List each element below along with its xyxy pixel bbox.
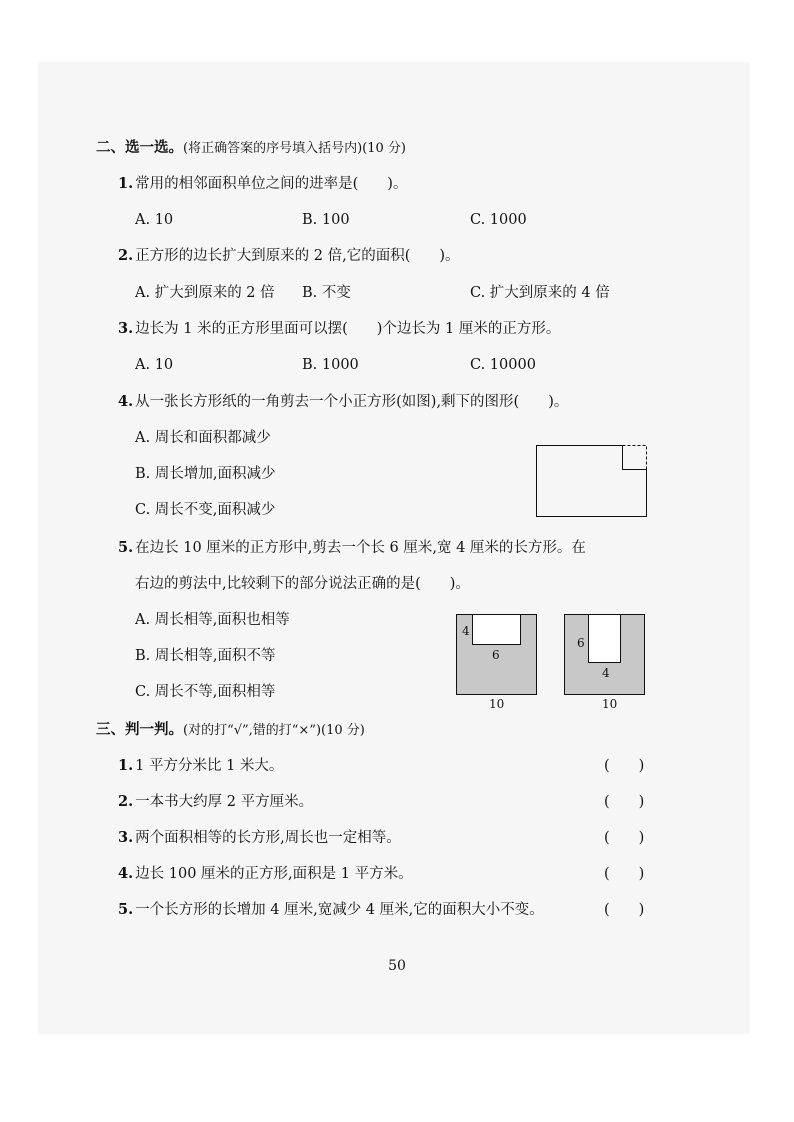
q3-option-b: B. 1000 [302, 357, 359, 373]
judge-item-5 [118, 900, 544, 920]
section-2-title: 二、选一选。 [96, 139, 183, 156]
square-cut-figure-left [456, 614, 538, 714]
question-number: 1. [118, 175, 134, 192]
square-cut-figure-right [564, 614, 646, 714]
answer-parentheses-5[interactable]: ( ) [604, 902, 645, 918]
cut-corner-rectangle-figure [536, 445, 651, 517]
item-text: 一本书大约厚 2 平方厘米。 [135, 794, 314, 810]
mc-question-2 [118, 246, 460, 266]
item-text: 一个长方形的长增加 4 厘米,宽减少 4 厘米,它的面积大小不变。 [135, 902, 544, 918]
judge-item-1 [118, 756, 283, 776]
remaining-shape-outline [537, 446, 647, 517]
question-number: 3. [118, 320, 134, 337]
cut-square-dashed-outline [623, 446, 647, 470]
q4-option-a: A. 周长和面积都减少 [135, 430, 271, 446]
q2-option-a: A. 扩大到原来的 2 倍 [135, 285, 275, 301]
item-text: 边长 100 厘米的正方形,面积是 1 平方米。 [135, 866, 413, 882]
q5-option-a: A. 周长相等,面积也相等 [135, 612, 290, 628]
q1-option-b: B. 100 [302, 212, 350, 228]
cut-rectangle [589, 615, 621, 663]
page-number: 50 [388, 958, 406, 974]
mc-question-3 [118, 319, 560, 339]
question-number: 5. [118, 539, 134, 556]
mc-question-5 [118, 538, 586, 558]
q1-option-c: C. 1000 [470, 212, 527, 228]
item-number: 1. [118, 757, 134, 774]
mc-question-1 [118, 174, 407, 194]
question-number: 2. [118, 247, 134, 264]
inner-label: 4 [602, 666, 610, 680]
section-3-note: (对的打“√”,错的打“×”)(10 分) [183, 723, 365, 738]
question-text: 常用的相邻面积单位之间的进率是( )。 [135, 176, 408, 192]
question-text: 从一张长方形纸的一角剪去一个小正方形(如图),剩下的图形( )。 [135, 394, 569, 410]
item-number: 2. [118, 793, 134, 810]
q2-option-c: C. 扩大到原来的 4 倍 [470, 285, 610, 301]
bottom-label: 10 [602, 697, 618, 711]
answer-parentheses-1[interactable]: ( ) [604, 758, 645, 774]
item-number: 5. [118, 901, 134, 918]
q5-option-b: B. 周长相等,面积不等 [135, 648, 276, 664]
q2-option-b: B. 不变 [302, 285, 351, 301]
answer-parentheses-2[interactable]: ( ) [604, 794, 645, 810]
q4-option-c: C. 周长不变,面积减少 [135, 502, 276, 518]
item-number: 4. [118, 865, 134, 882]
mc-question-4 [118, 392, 568, 412]
question-text: 在边长 10 厘米的正方形中,剪去一个长 6 厘米,宽 4 厘米的长方形。在 [135, 540, 586, 556]
section-3-title: 三、判一判。 [96, 721, 183, 738]
item-text: 1 平方分米比 1 米大。 [135, 758, 284, 774]
question-number: 4. [118, 393, 134, 410]
answer-parentheses-4[interactable]: ( ) [604, 866, 645, 882]
item-text: 两个面积相等的长方形,周长也一定相等。 [135, 830, 401, 846]
side-label: 4 [462, 624, 470, 638]
section-2-heading [96, 138, 406, 159]
section-3-heading [96, 720, 365, 741]
answer-parentheses-3[interactable]: ( ) [604, 830, 645, 846]
judge-item-2 [118, 792, 313, 812]
inner-label: 6 [492, 648, 500, 662]
q5-option-c: C. 周长不等,面积相等 [135, 684, 276, 700]
side-label: 6 [577, 636, 585, 650]
cut-rectangle [473, 615, 521, 645]
item-number: 3. [118, 829, 134, 846]
q3-option-a: A. 10 [135, 357, 174, 373]
q4-option-b: B. 周长增加,面积减少 [135, 466, 276, 482]
judge-item-4 [118, 864, 413, 884]
question-text: 正方形的边长扩大到原来的 2 倍,它的面积( )。 [135, 248, 460, 264]
section-2-note: (将正确答案的序号填入括号内)(10 分) [183, 141, 406, 156]
mc-question-5-continued: 右边的剪法中,比较剩下的部分说法正确的是( )。 [135, 576, 470, 592]
q1-option-a: A. 10 [135, 212, 174, 228]
judge-item-3 [118, 828, 401, 848]
question-text: 边长为 1 米的正方形里面可以摆( )个边长为 1 厘米的正方形。 [135, 321, 561, 337]
q3-option-c: C. 10000 [470, 357, 536, 373]
bottom-label: 10 [489, 697, 505, 711]
